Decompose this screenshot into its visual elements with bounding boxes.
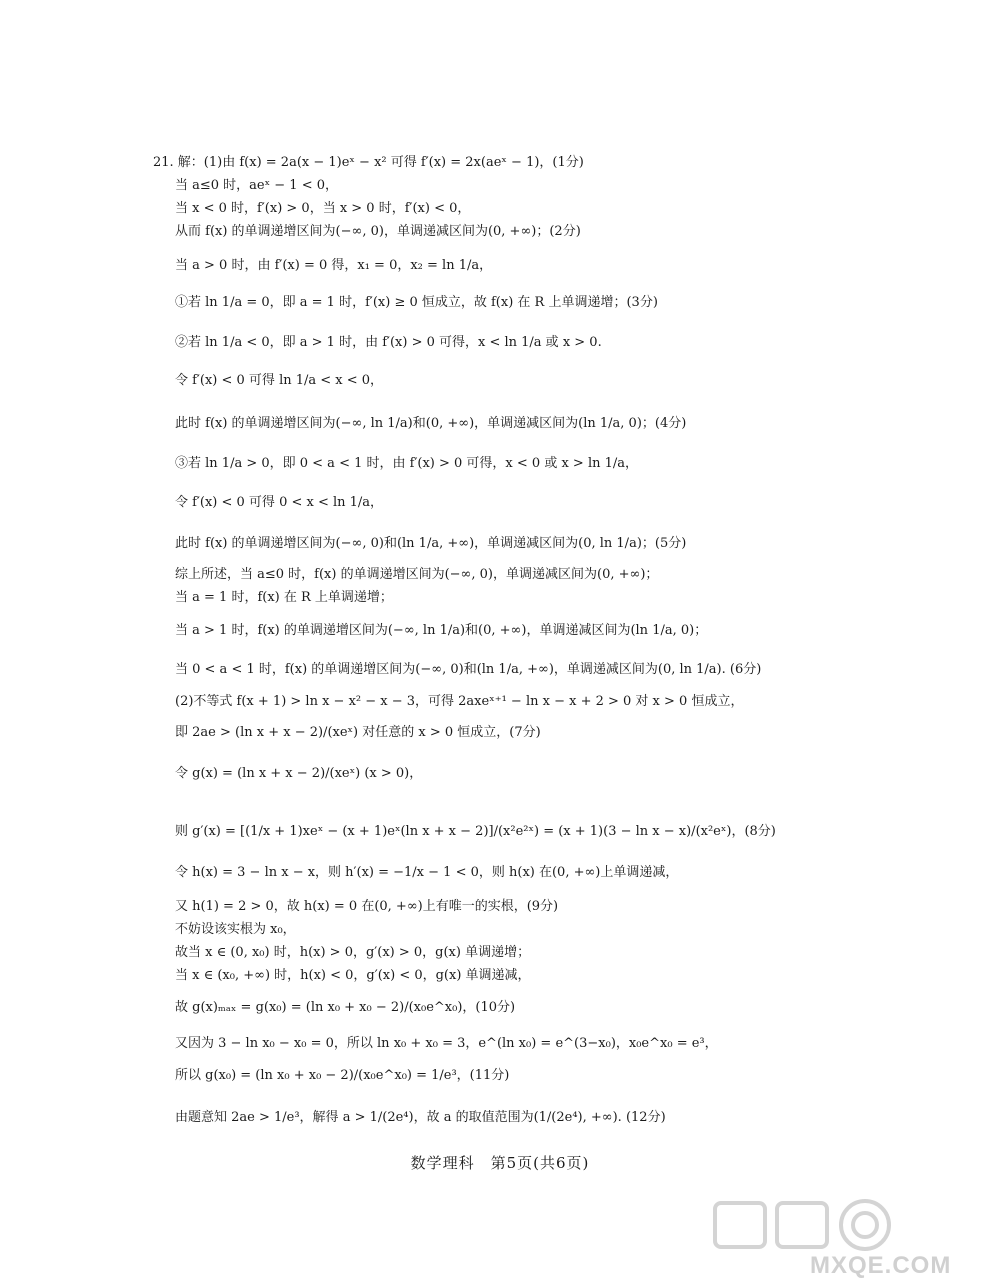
solution-line: 令 f′(x) < 0 可得 0 < x < ln 1/a， (175, 495, 384, 510)
solution-line: ③若 ln 1/a > 0，即 0 < a < 1 时，由 f′(x) > 0 可得，x < 0 或 x > ln 1/a， (175, 456, 639, 471)
solution-line: 从而 f(x) 的单调递增区间为(−∞, 0)，单调递减区间为(0, +∞)；(2分) (175, 224, 581, 239)
solution-line: 则 g′(x) = [(1/x + 1)xeˣ − (x + 1)eˣ(ln x + x − 2)]/(x²e²ˣ) = (x + 1)(3 − ln x − x)/(x²eˣ)，(8分) (175, 824, 776, 839)
solution-line: 所以 g(x₀) = (ln x₀ + x₀ − 2)/(x₀e^x₀) = 1/e³，(11分) (175, 1068, 510, 1083)
solution-line: 21. 解：(1)由 f(x) = 2a(x − 1)eˣ − x² 可得 f′(x) = 2x(aeˣ − 1)，(1分) (153, 155, 584, 170)
solution-line: 故 g(x)ₘₐₓ = g(x₀) = (ln x₀ + x₀ − 2)/(x₀e^x₀)，(10分) (175, 1000, 516, 1015)
solution-line: 由题意知 2ae > 1/e³，解得 a > 1/(2e⁴)，故 a 的取值范围为(1/(2e⁴), +∞). (12分) (175, 1110, 666, 1125)
watermark-text: MXQE.COM (810, 1252, 952, 1279)
solution-line: ②若 ln 1/a < 0，即 a > 1 时，由 f′(x) > 0 可得，x < ln 1/a 或 x > 0. (175, 335, 602, 350)
solution-line: 又 h(1) = 2 > 0，故 h(x) = 0 在(0, +∞)上有唯一的实根，(9分) (175, 899, 559, 914)
solution-line: 当 a > 1 时，f(x) 的单调递增区间为(−∞, ln 1/a)和(0, +∞)，单调递减区间为(ln 1/a, 0)； (175, 623, 708, 638)
solution-line: 当 a≤0 时，aeˣ − 1 < 0， (175, 178, 338, 193)
solution-line: 此时 f(x) 的单调递增区间为(−∞, ln 1/a)和(0, +∞)，单调递减区间为(ln 1/a, 0)；(4分) (175, 416, 687, 431)
solution-line: 此时 f(x) 的单调递增区间为(−∞, 0)和(ln 1/a, +∞)，单调递减区间为(0, ln 1/a)；(5分) (175, 536, 687, 551)
solution-line: 当 0 < a < 1 时，f(x) 的单调递增区间为(−∞, 0)和(ln 1/a, +∞)，单调递减区间为(0, ln 1/a). (6分) (175, 662, 762, 677)
solution-line: 当 a > 0 时，由 f′(x) = 0 得，x₁ = 0，x₂ = ln 1/a， (175, 258, 493, 273)
solution-line: 当 x ∈ (x₀, +∞) 时，h(x) < 0，g′(x) < 0，g(x) 单调递减， (175, 968, 531, 983)
solution-line: 故当 x ∈ (0, x₀) 时，h(x) > 0，g′(x) > 0，g(x) 单调递增； (175, 945, 531, 960)
solution-line: 综上所述，当 a≤0 时，f(x) 的单调递增区间为(−∞, 0)，单调递减区间为(0, +∞)； (175, 567, 659, 582)
solution-line: 令 f′(x) < 0 可得 ln 1/a < x < 0， (175, 373, 384, 388)
solution-line: 不妨设该实根为 x₀， (175, 922, 296, 937)
solution-line: 当 x < 0 时，f′(x) > 0，当 x > 0 时，f′(x) < 0， (175, 201, 471, 216)
solution-line: 令 h(x) = 3 − ln x − x，则 h′(x) = −1/x − 1 < 0，则 h(x) 在(0, +∞)上单调递减， (175, 865, 679, 880)
solution-line: ①若 ln 1/a = 0，即 a = 1 时，f′(x) ≥ 0 恒成立，故 f(x) 在 R 上单调递增；(3分) (175, 295, 658, 310)
page-footer: 数学理科 第5页(共6页) (410, 1154, 590, 1172)
solution-line: 又因为 3 − ln x₀ − x₀ = 0，所以 ln x₀ + x₀ = 3，e^(ln x₀) = e^(3−x₀)，x₀e^x₀ = e³， (175, 1036, 718, 1051)
solution-line: 即 2ae > (ln x + x − 2)/(xeˣ) 对任意的 x > 0 恒成立，(7分) (175, 725, 541, 740)
solution-line: (2)不等式 f(x + 1) > ln x − x² − x − 3，可得 2axeˣ⁺¹ − ln x − x + 2 > 0 对 x > 0 恒成立， (175, 694, 744, 709)
solution-line: 令 g(x) = (ln x + x − 2)/(xeˣ) (x > 0)， (175, 766, 423, 781)
solution-line: 当 a = 1 时，f(x) 在 R 上单调递增； (175, 590, 393, 605)
